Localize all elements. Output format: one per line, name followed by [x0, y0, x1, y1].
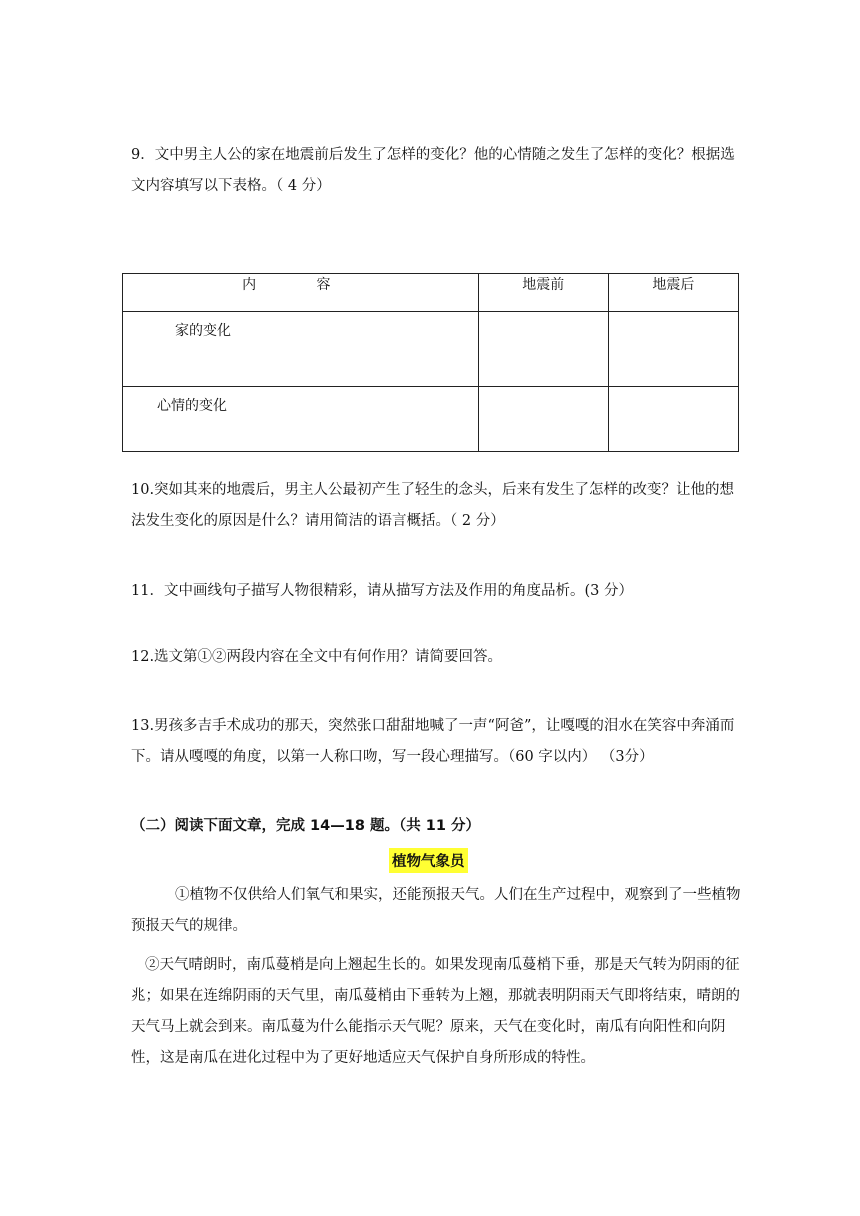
row-label-home: 家的变化 [123, 312, 479, 387]
header-content: 内 容 [123, 274, 479, 312]
cell-home-before[interactable] [478, 312, 608, 387]
paragraph-1: ①植物不仅供给人们氧气和果实，还能预报天气。人们在生产过程中，观察到了一些植物预报天气的规律。 [131, 887, 741, 934]
question-10: 10.突如其来的地震后，男主人公最初产生了轻生的念头，后来有发生了怎样的改变？让他的想法发生变化的原因是什么？请用简洁的语言概括。（ 2 分） [131, 482, 735, 529]
question-13: 13.男孩多吉手术成功的那天，突然张口甜甜地喊了一声“阿爸”，让嘎嘎的泪水在笑容中奔涌而下。请从嘎嘎的角度，以第一人称口吻，写一段心理描写。（60 字以内） （3分） [131, 718, 735, 765]
section-heading: （二）阅读下面文章，完成 14—18 题。（共 11 分） [131, 818, 480, 834]
table-row [123, 387, 739, 452]
article-title: 植物气象员 [389, 848, 468, 873]
header-before: 地震前 [478, 274, 608, 312]
cell-mood-before[interactable] [478, 387, 608, 452]
question-9: 9．文中男主人公的家在地震前后发生了怎样的变化？他的心情随之发生了怎样的变化？根据选文内容填写以下表格。（ 4 分） [131, 147, 735, 194]
row-label-mood: 心情的变化 [123, 387, 479, 452]
paragraph-2: ②天气晴朗时，南瓜蔓梢是向上翘起生长的。如果发现南瓜蔓梢下垂，那是天气转为阴雨的征兆；如果在连绵阴雨的天气里，南瓜蔓梢由下垂转为上翘，那就表明阴雨天气即将结束，晴朗的天气马上就会到来。南瓜蔓为什么能指示天气呢？原来，天气在变化时，南瓜有向阳性和向阴性，这是南瓜在进化过程中为了更好地适应天气保护自身所形成的特性。 [131, 957, 740, 1066]
cell-home-after[interactable] [608, 312, 738, 387]
question-11: 11．文中画线句子描写人物很精彩，请从描写方法及作用的角度品析。(3 分） [131, 583, 633, 599]
table-header-row [123, 274, 739, 312]
header-after: 地震后 [608, 274, 738, 312]
answer-table [122, 273, 739, 452]
table-row [123, 312, 739, 387]
cell-mood-after[interactable] [608, 387, 738, 452]
question-12: 12.选文第①②两段内容在全文中有何作用？请简要回答。 [131, 649, 503, 665]
